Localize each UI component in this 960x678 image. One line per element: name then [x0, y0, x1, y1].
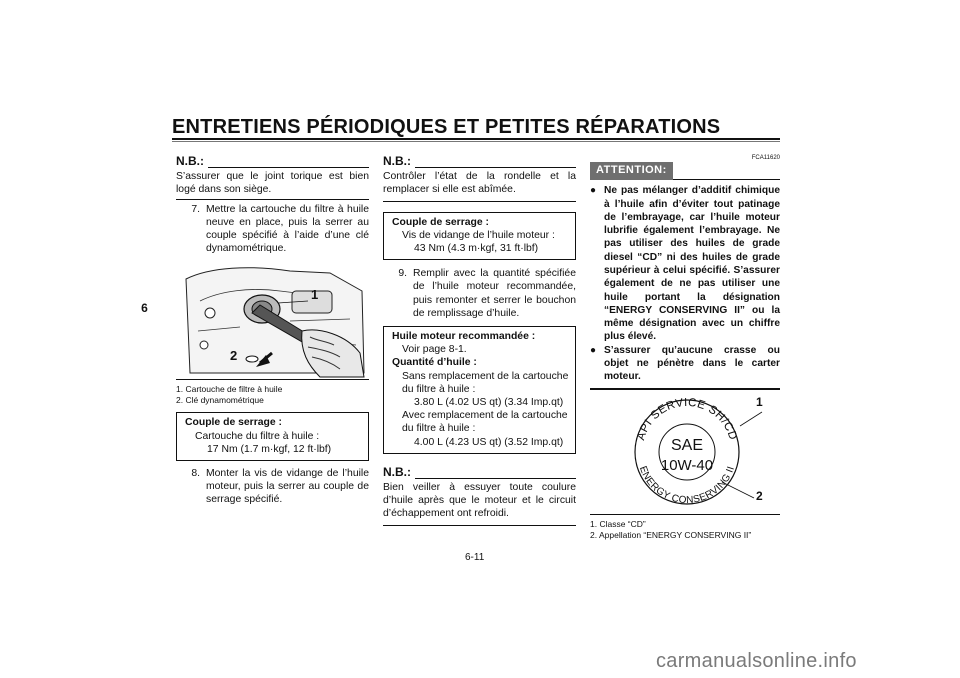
attention-code: FCA11620 [751, 155, 780, 161]
grade-text: 10W-40 [660, 456, 714, 474]
column-middle [383, 155, 576, 526]
oil-qty-with-label: Avec remplacement de la cartouche du filtre à huile : [402, 410, 568, 435]
figure-label-1: 1 [311, 287, 319, 303]
nb-text-2: Bien veiller à essuyer toute coulure d’huile après que le moteur et le circuit d’échappement ont refroidi. [383, 482, 576, 520]
energy-conserving-text: ENERGY CONSERVING II [636, 464, 738, 506]
torque-box-title: Couple de serrage : [185, 417, 283, 429]
nb-text: Contrôler l’état de la rondelle et la remplacer si elle est abîmée. [383, 171, 576, 196]
step-9: 9. Remplir avec la quantité spécifiée de l’huile moteur recommandée, puis remonter et serrer le bouchon de remplissage d’huile. [398, 268, 576, 319]
api-service-text: API SERVICE SH/CD [635, 397, 739, 442]
chapter-tab [135, 291, 154, 325]
attention-list [590, 184, 780, 383]
figure-caption-1: 1. Cartouche de filtre à huile [176, 384, 283, 395]
figure-label-2: 2 [756, 488, 763, 503]
torque-box [176, 412, 369, 461]
nb-text: S’assurer que le joint torique est bien logé dans son siège. [176, 171, 369, 196]
figure-caption-2: 2. Appellation “ENERGY CONSERVING II” [590, 529, 752, 540]
oil-filter-illustration [180, 261, 366, 379]
oil-qty-without-label: Sans remplacement de la cartouche du filtre à huile : [402, 370, 569, 395]
column-left [176, 155, 369, 507]
attention-item: ● Ne pas mélanger d’additif chimique à l’huile afin d’éviter tout patinage de l’embrayage, car l’huile moteur lubrifie également l’embrayage. Ne pas utiliser des huiles de grade diesel “CD” ni des huiles de grade supérieur à celui spécifié. S’assurer également de ne pas utiliser une huile portant la désignation “ENERGY CONSERVING II” ou la même désignation avec un chiffre plus élevé. [590, 185, 780, 343]
nb-rule-2 [383, 525, 576, 526]
figure-label-2: 2 [230, 348, 238, 364]
oil-qty-without-value: 3.80 L (4.02 US qt) (3.34 Imp.qt) [414, 397, 564, 409]
torque-box-value: 17 Nm (1.7 m·kgf, 12 ft·lbf) [207, 443, 332, 455]
api-logo-figure [590, 394, 780, 508]
figure-rule [590, 514, 780, 515]
nb-heading-2: N.B.: [383, 466, 576, 479]
drain-torque-value: 43 Nm (4.3 m·kgf, 31 ft·lbf) [414, 243, 539, 255]
chapter-number: 6 [141, 301, 148, 315]
page-number: 6-11 [465, 552, 485, 563]
watermark: carmanualsonline.info [656, 650, 857, 672]
drain-torque-title: Couple de serrage : [392, 216, 490, 228]
oil-filter-figure [180, 261, 369, 379]
title-rule [172, 138, 780, 140]
attention-rule [590, 388, 780, 390]
attention-heading [590, 162, 780, 180]
drain-torque-line: Vis de vidange de l’huile moteur : [402, 229, 555, 241]
oil-spec-title: Huile moteur recommandée : [392, 331, 536, 343]
page-title: ENTRETIENS PÉRIODIQUES ET PETITES RÉPARATIONS [172, 116, 721, 138]
api-service-symbol [590, 394, 780, 508]
nb-heading: N.B.: [383, 155, 576, 168]
bullet-icon: ● [590, 344, 597, 356]
oil-qty-title: Quantité d’huile : [392, 357, 477, 369]
figure-rule [176, 379, 369, 380]
step-7: 7. Mettre la cartouche du filtre à huile neuve en place, puis la serrer au couple spécifié à l’aide d’une clé dynamométrique. [191, 203, 369, 255]
figure-caption-1: 1. Classe “CD” [590, 518, 646, 529]
column-right [590, 154, 780, 541]
oil-qty-with-value: 4.00 L (4.23 US qt) (3.52 Imp.qt) [414, 436, 564, 448]
torque-box-line: Cartouche du filtre à huile : [195, 430, 320, 442]
attention-item: ● S’assurer qu’aucune crasse ou objet ne pénètre dans le carter moteur. [590, 344, 780, 383]
figure-label-1: 1 [756, 394, 763, 409]
title-rule-thin [172, 141, 780, 142]
drain-torque-box [383, 212, 576, 261]
nb-rule [176, 199, 369, 200]
step-8: 8. Monter la vis de vidange de l’huile moteur, puis la serrer au couple de serrage spécifié. [191, 468, 369, 506]
figure-caption-2: 2. Clé dynamométrique [176, 395, 264, 406]
sae-text: SAE [670, 436, 704, 454]
attention-badge: ATTENTION: [590, 162, 673, 180]
nb-rule [383, 201, 576, 202]
oil-spec-box [383, 326, 576, 454]
oil-spec-ref: Voir page 8-1. [402, 344, 467, 356]
nb-heading: N.B.: [176, 155, 369, 168]
bullet-icon: ● [590, 185, 597, 197]
